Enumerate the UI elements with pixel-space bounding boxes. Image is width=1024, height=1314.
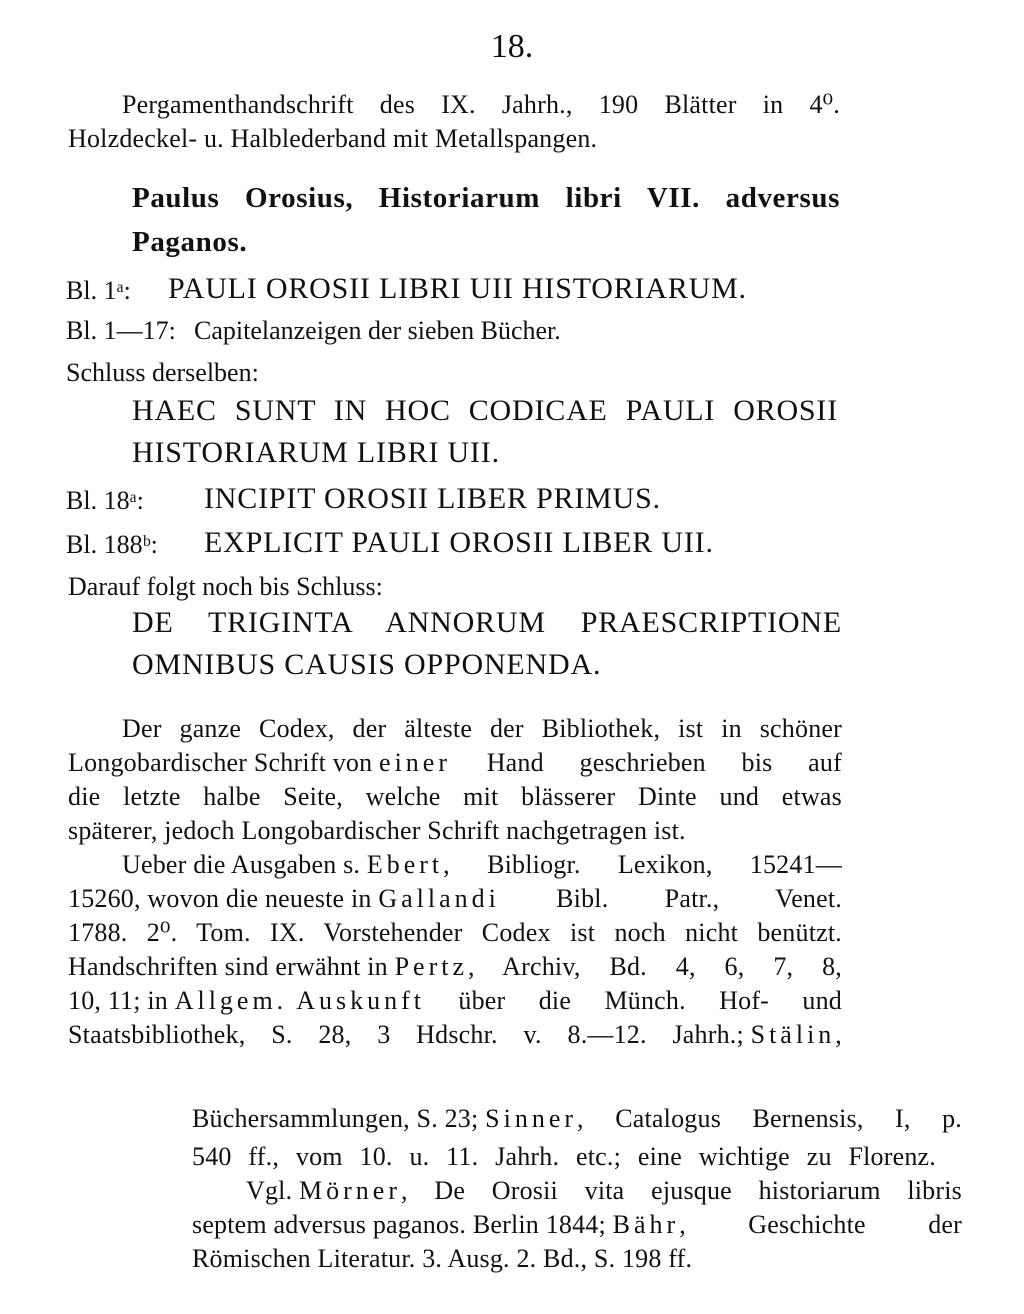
continuation-line-2: 540 ff., vom 10. u. 11. Jahrh. etc.; eine wichtige zu Florenz.: [192, 1142, 936, 1171]
folio-label-188b: Bl. 188ᵇ:: [66, 530, 158, 559]
folio-text-18a: INCIPIT OROSII LIBER PRIMUS.: [204, 482, 661, 515]
work-title-line-1: Paulus Orosius, Historiarum libri VII. adversus: [132, 182, 840, 214]
darauf-caps-line-1: DE TRIGINTA ANNORUM PRAESCRIPTIONE: [132, 606, 842, 639]
text-run: Ueber die Ausgaben s.: [122, 850, 367, 879]
spaced-emphasis: Sinner: [485, 1104, 578, 1133]
continuation-line-1: [192, 1104, 962, 1134]
text-run: ,: [835, 1020, 842, 1049]
text-run: Longobardischer Schrift von: [68, 748, 380, 777]
paragraph-2-line-5: [68, 986, 842, 1016]
continuation-line-5: Römischen Literatur. 3. Ausg. 2. Bd., S. 198 ff.: [192, 1244, 693, 1273]
text-run: , Bibliogr. Lexikon, 15241—: [443, 850, 842, 879]
paragraph-1-line-1: Der ganze Codex, der älteste der Bibliothek, ist in schöner: [122, 714, 842, 743]
text-run: , Geschichte der: [679, 1210, 962, 1239]
paragraph-2-line-3: 1788. 2⁰. Tom. IX. Vorstehender Codex ist noch nicht benützt.: [68, 918, 842, 947]
folio-text-188b: EXPLICIT PAULI OROSII LIBER UII.: [204, 526, 714, 559]
paragraph-2-line-6: [68, 1020, 842, 1050]
description-line-1: Pergamenthandschrift des IX. Jahrh., 190 Blätter in 4⁰.: [122, 90, 840, 119]
text-run: 15260, wovon die neueste in: [68, 884, 379, 913]
continuation-line-3: [246, 1176, 962, 1206]
text-run: Büchersammlungen, S. 23;: [192, 1104, 486, 1133]
folio-text-1-17: Capitelanzeigen der sieben Bücher.: [194, 316, 561, 345]
continuation-line-4: [192, 1210, 962, 1240]
text-run: , De Orosii vita ejusque historiarum libris: [400, 1176, 962, 1205]
text-run: , Archiv, Bd. 4, 6, 7, 8,: [468, 952, 842, 981]
spaced-emphasis: Gallandi: [378, 884, 500, 913]
description-line-2: Holzdeckel- u. Halblederband mit Metallspangen.: [68, 124, 598, 153]
page-number: 18.: [490, 28, 534, 65]
darauf-caps-line-2: OMNIBUS CAUSIS OPPONENDA.: [132, 648, 602, 681]
paragraph-2-line-1: [122, 850, 842, 880]
folio-label-1a: Bl. 1ᵃ:: [66, 276, 131, 305]
text-run: septem adversus paganos. Berlin 1844;: [192, 1210, 613, 1239]
work-title-line-2: Paganos.: [132, 226, 248, 258]
spaced-emphasis: Mörner: [299, 1176, 401, 1205]
spaced-emphasis: Bähr: [612, 1210, 680, 1239]
schluss-label: Schluss derselben:: [66, 358, 259, 387]
text-run: Handschriften sind erwähnt in: [68, 952, 395, 981]
folio-label-18a: Bl. 18ᵃ:: [66, 486, 144, 515]
text-run: 10, 11; in: [68, 986, 175, 1015]
text-run: Staatsbibliothek, S. 28, 3 Hdschr. v. 8.—12. Jahrh.;: [68, 1020, 751, 1049]
paragraph-1-line-2: [68, 748, 842, 778]
spaced-emphasis: einer: [379, 748, 451, 777]
schluss-caps-line-2: HISTORIARUM LIBRI UII.: [132, 436, 500, 469]
spaced-emphasis: Ebert: [366, 850, 444, 879]
text-run: Bibl. Patr., Venet.: [499, 884, 842, 913]
text-run: , Catalogus Bernensis, I, p.: [577, 1104, 962, 1133]
paragraph-2-line-4: [68, 952, 842, 982]
spaced-emphasis: Allgem. Auskunft: [174, 986, 426, 1015]
spaced-emphasis: Stälin: [750, 1020, 836, 1049]
paragraph-2-line-2: [68, 884, 842, 914]
text-run: Vgl.: [246, 1176, 299, 1205]
folio-text-1a: PAULI OROSII LIBRI UII HISTORIARUM.: [168, 272, 747, 305]
schluss-caps-line-1: HAEC SUNT IN HOC CODICAE PAULI OROSII: [132, 394, 838, 427]
spaced-emphasis: Pertz: [394, 952, 469, 981]
folio-label-1-17: Bl. 1—17:: [66, 316, 176, 345]
text-run: Hand geschrieben bis auf: [451, 748, 842, 777]
paragraph-1-line-3: die letzte halbe Seite, welche mit blässerer Dinte und etwas: [68, 782, 842, 811]
text-run: über die Münch. Hof- und: [425, 986, 842, 1015]
paragraph-1-line-4: späterer, jedoch Longobardischer Schrift nachgetragen ist.: [68, 816, 686, 845]
darauf-label: Darauf folgt noch bis Schluss:: [68, 572, 383, 601]
